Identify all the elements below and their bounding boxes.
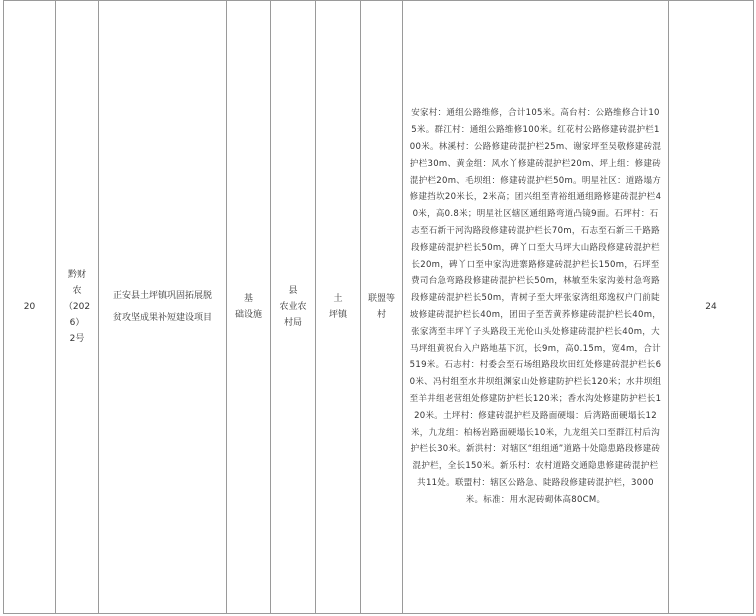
description-cell: 安家村：通组公路维修，合计105米。高台村：公路维修合计105米。群江村：通组公路维修100米。红花村公路修建砖混护栏100米。林溪村：公路修建砖混护栏25m、谢家坪至吴敬修建砖混护栏30m、黄金组：风水丫修建砖混护栏20m、坪上组：修建砖混护栏20m、毛坝组：修建砖混护栏50m。明星社区：道路塌方修建挡坎20米长，2米高；团兴组至青裕组通组路修建砖混护栏40米，高0.8米；明星社区辖区通组路弯道凸镜9面。石坪村：石志至石新干河沟路段修建砖混护栏长70m，石志至石新三千路路段修建砖混护栏长50m，碑丫口至大马坪大山路段修建砖混护栏长20m，碑丫口至申家沟进寨路修建砖混护栏长150m，石坪至费司台急弯路段修建砖混护栏长50m，林敏至朱家沟姜村急弯路段修建砖混护栏长50m，青树子至大坪张家湾组郑逸权户门前陡坡修建砖混护栏长40m，团田子至苦黄荞修建砖混护栏长40m，张家湾至丰坪丫子头路段王光伦山头处修建砖混护栏长40m，大马坪组黄祝台入户路地基下沉，长9m，高0.15m，宽4m，合计519米。石志村：村委会至石场组路段坎田红处修建砖混护栏长60米、冯村组至水井坝组渊家山处修建防护栏长120米；水井坝组至羊井组老营组处修建防护栏长120米；香水沟处修建防护栏长120米。土坪村：修建砖混护栏及路面硬塌：后湾路面硬塌长12米，九龙组：柏杨岩路面硬塌长10米，九龙组关口至群江村后沟护栏长30米。新洪村：对辖区“组组通”道路十处隐患路段修建砖混护栏，全长150米。新乐村：农村道路交通隐患修建砖混护栏共11处。联盟村：辖区公路急、陡路段修建砖混护栏，3000米。标准：用水泥砖砌体高80CM。 (403, 1, 669, 614)
amount-cell: 24 (669, 1, 754, 614)
department-line: 农业农 (279, 302, 307, 312)
doc-number-line: 农 (72, 286, 82, 296)
department-line: 县 (288, 286, 298, 296)
project-name-cell: 正安县土坪镇巩固拓展脱贫攻坚成果补短建设项目 (99, 1, 227, 614)
project-table (3, 0, 754, 614)
town-line: 土 (333, 294, 343, 304)
category-line: 基 (243, 294, 253, 304)
doc-number-line: 2号 (69, 334, 85, 344)
doc-number-line: 黔财 (67, 270, 86, 280)
department-line: 村局 (283, 318, 302, 328)
department-cell (271, 1, 316, 614)
doc-number-line: （2026） (63, 302, 91, 328)
town-cell (316, 1, 361, 614)
village-cell: 联盟等村 (361, 1, 403, 614)
doc-number-cell (56, 1, 99, 614)
table-row (4, 1, 754, 614)
category-cell (227, 1, 271, 614)
town-line: 坪镇 (328, 310, 347, 320)
category-line: 础设施 (234, 310, 262, 320)
row-index-cell: 20 (4, 1, 56, 614)
